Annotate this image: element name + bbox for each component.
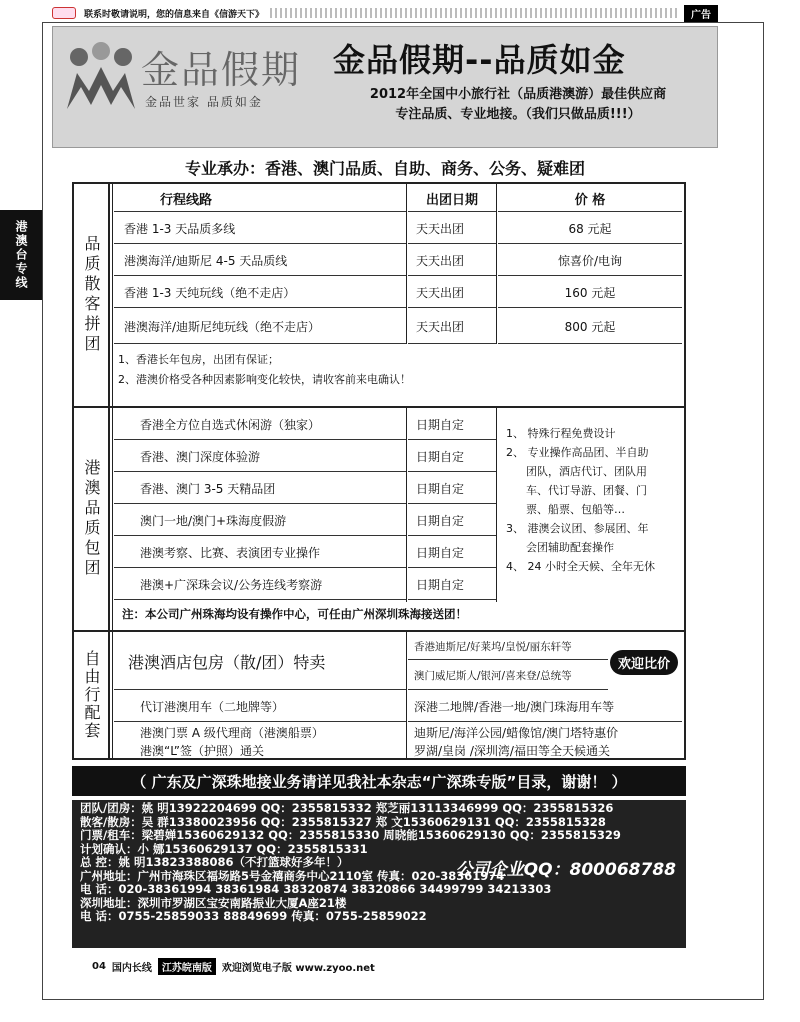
column-header-price: 价 格 <box>498 186 682 212</box>
logo-name: 金品假期 <box>141 48 302 92</box>
date-cell: 天天出团 <box>408 246 496 276</box>
service-detail: 罗湖/皇岗 /深圳湾/福田等全天候通关 <box>414 743 610 758</box>
top-notice-bar <box>52 4 718 22</box>
route-cell: 港澳海洋/迪斯尼纯玩线（绝不走店） <box>114 310 406 344</box>
company-qq: 公司企业QQ：800068788 <box>455 860 676 880</box>
category-text: 品质散客拼团 <box>82 235 101 355</box>
contact-row: 广州地址：广州市海珠区福场路5号金禧商务中心2110室 传真：020-38361974 <box>80 868 505 883</box>
decor-stripe <box>270 8 678 18</box>
route-cell: 港澳考察、比赛、表演团专业操作 <box>114 538 406 568</box>
service-line: 4、 24 小时全天候、全年无休 <box>506 560 655 573</box>
footer-section: 国内长线 <box>111 963 152 974</box>
section-divider <box>74 630 684 632</box>
page-number: 04 <box>92 961 106 972</box>
edition-label: 江苏皖南版 <box>158 958 216 975</box>
route-cell: 香港、澳门 3-5 天精品团 <box>114 474 406 504</box>
date-cell: 日期自定 <box>408 570 496 600</box>
contact-row: 电 话：0755-25859033 88849699 传真：0755-25859022 <box>80 909 427 923</box>
magazine-logo-icon <box>52 7 76 19</box>
service-line: 车、代订导游、团餐、门 <box>526 484 647 497</box>
contact-row: 计划确认：小 娜15360629137 QQ：2355815331 <box>80 841 368 856</box>
header-line-1: 2012年全国中小旅行社（品质港澳游）最佳供应商 <box>369 87 667 102</box>
contact-panel <box>72 800 686 948</box>
special-services <box>506 424 682 576</box>
service-cell: 代订港澳用车（二地牌等） <box>114 692 406 722</box>
hotel-macau: 澳门威尼斯人/银河/喜来登/总统等 <box>408 662 608 690</box>
price-cell: 68 元起 <box>498 214 682 244</box>
contact-row: 深圳地址：深圳市罗湖区宝安南路振业大厦A座21楼 <box>80 895 347 910</box>
side-tab <box>0 210 42 300</box>
section1-note <box>118 350 411 390</box>
hotel-hk: 香港迪斯尼/好莱坞/皇悦/丽东轩等 <box>408 634 608 660</box>
price-cell: 160 元起 <box>498 278 682 308</box>
date-cell: 天天出团 <box>408 214 496 244</box>
hotel-offer: 港澳酒店包房（散/团）特卖 <box>114 634 406 690</box>
date-cell: 日期自定 <box>408 442 496 472</box>
contact-row: 电 话：020-38361994 38361984 38320874 38320866 34499799 34213303 <box>80 882 552 896</box>
service-line: 团队，酒店代订、团队用 <box>526 465 647 478</box>
date-cell: 日期自定 <box>408 410 496 440</box>
price-cell: 800 元起 <box>498 310 682 344</box>
route-column-divider <box>112 184 113 758</box>
notice-banner: （ 广东及广深珠地接业务请详见我社本杂志“广深珠专版”目录，谢谢！ ） <box>72 766 686 796</box>
contact-row: 总 控：姚 明13823388086（不打篮球好多年！） <box>80 855 349 869</box>
services-column-divider <box>496 408 497 602</box>
date-cell: 天天出团 <box>408 310 496 344</box>
service-line: 会团辅助配套操作 <box>526 541 614 554</box>
category-label <box>76 184 106 406</box>
service-detail: 深港二地牌/香港一地/澳门珠海用车等 <box>408 692 682 722</box>
page-footer <box>92 958 375 975</box>
services-subtitle: 专业承办：香港、澳门品质、自助、商务、公务、疑难团 <box>184 159 585 178</box>
compare-badge: 欢迎比价 <box>610 650 678 675</box>
section2-note: 注：本公司广州珠海均设有操作中心，可任由广州深圳珠海接送团！ <box>122 607 467 621</box>
service-detail: 迪斯尼/海洋公园/蜡像馆/澳门塔特惠价 <box>414 725 619 740</box>
side-tab-label: 港澳台专线 <box>14 220 28 290</box>
date-column-divider <box>406 184 407 344</box>
category-label <box>76 632 106 758</box>
contact-row: 团队/团房：姚 明13922204699 QQ：2355815332 郑芝丽13113346999 QQ：2355815326 <box>80 801 614 815</box>
contact-row: 门票/租车：梁碧婵15360629132 QQ：2355815330 周晓能15360629130 QQ：2355815329 <box>80 828 621 842</box>
route-cell: 香港 1-3 天纯玩线（绝不走店） <box>114 278 406 308</box>
note-line: 1、香港长年包房，出团有保证； <box>118 353 279 366</box>
people-logo-icon <box>63 39 139 115</box>
category-label <box>76 408 106 630</box>
route-cell: 澳门一地/澳门+珠海度假游 <box>114 506 406 536</box>
column-header-route: 行程线路 <box>114 186 406 212</box>
category-text: 港澳品质包团 <box>82 459 101 579</box>
date-cell: 日期自定 <box>408 506 496 536</box>
category-text: 自由行配套 <box>82 650 101 740</box>
section-divider <box>74 406 684 408</box>
contact-row: 散客/散房：吴 群13380023956 QQ：2355815327 郑 文15360629131 QQ：2355815328 <box>80 814 606 829</box>
route-table <box>72 182 686 760</box>
route-cell: 港澳+广深珠会议/公务连线考察游 <box>114 570 406 600</box>
header-line-2: 专注品质、专业地接。（我们只做品质!!!） <box>395 107 641 122</box>
footer-site: 欢迎浏览电子版 www.zyoo.net <box>221 963 375 974</box>
price-cell: 惊喜价/电询 <box>498 246 682 276</box>
route-cell: 香港全方位自选式休闲游（独家） <box>114 410 406 440</box>
route-cell: 香港、澳门深度体验游 <box>114 442 406 472</box>
header-title: 金品假期--品质如金 <box>333 41 626 79</box>
service-line: 票、船票、包船等… <box>526 503 625 516</box>
date-cell: 日期自定 <box>408 474 496 504</box>
top-notice: 联系时敬请说明，您的信息来自《信游天下》 <box>84 9 265 20</box>
service-cell: 港澳“L”签（护照）通关 <box>140 743 264 758</box>
route-cell: 香港 1-3 天品质多线 <box>114 214 406 244</box>
header-banner <box>52 26 718 148</box>
route-cell: 港澳海洋/迪斯尼 4-5 天品质线 <box>114 246 406 276</box>
ad-label: 广告 <box>684 5 718 22</box>
date-cell: 天天出团 <box>408 278 496 308</box>
detail-column-divider <box>406 632 407 758</box>
price-column-divider <box>496 184 497 344</box>
note-line: 2、港澳价格受各种因素影响变化较快，请收客前来电确认！ <box>118 373 411 386</box>
service-line: 1、 特殊行程免费设计 <box>506 427 616 440</box>
service-cell: 港澳门票 A 级代理商（港澳船票） <box>140 725 324 740</box>
service-line: 2、 专业操作高品团、半自助 <box>506 446 649 459</box>
service-line: 3、 港澳会议团、参展团、年 <box>506 522 649 535</box>
logo-slogan: 金品世家 品质如金 <box>145 95 263 109</box>
date-column-divider <box>406 408 407 602</box>
category-divider <box>108 184 110 758</box>
column-header-date: 出团日期 <box>408 186 496 212</box>
date-cell: 日期自定 <box>408 538 496 568</box>
